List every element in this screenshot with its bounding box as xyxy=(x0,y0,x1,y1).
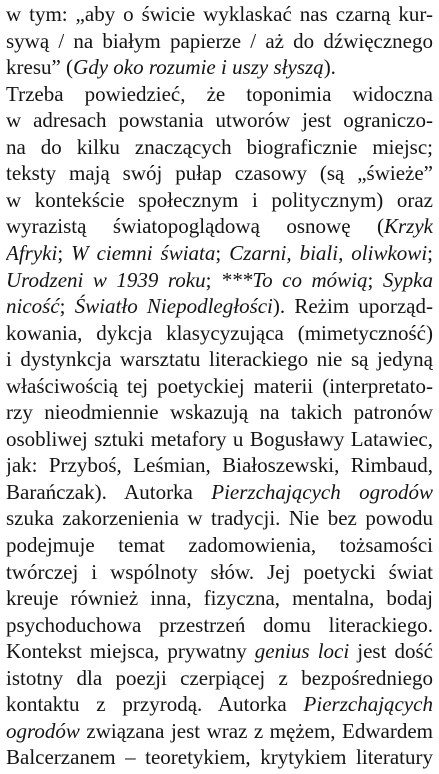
body-text: jest dość xyxy=(349,639,433,664)
text-line xyxy=(6,213,433,239)
text-line xyxy=(6,505,433,531)
italic-title-text: Światło Niepodległości xyxy=(74,294,273,319)
text-line xyxy=(6,691,433,717)
italic-title-text: Pierzchających xyxy=(303,692,433,717)
text-line xyxy=(6,81,433,107)
body-text: Balcerzanem – teoretykiem, krytykiem literatury xyxy=(6,745,433,770)
body-text: szuka zakorzenienia w tradycji. Nie bez powodu xyxy=(6,506,433,531)
italic-title-text: Czarni, biali, oliwkowi xyxy=(229,241,428,265)
text-line xyxy=(6,638,433,664)
text-line xyxy=(6,585,433,611)
text-line xyxy=(6,559,433,585)
text-line xyxy=(6,532,433,558)
body-text: psychoduchowa przestrzeń domu literackiego. xyxy=(6,612,433,637)
italic-title-text: Sypka xyxy=(382,267,433,292)
body-text: Barańczak). Autorka xyxy=(6,479,212,504)
text-line xyxy=(6,54,433,80)
body-text: w adresach powstania utworów jest ograniczo- xyxy=(6,108,433,133)
body-text: twórczej i wspólnoty słów. Jej poetycki świat xyxy=(6,559,433,584)
body-text: kreuje również inna, fizyczna, mentalna, bodaj xyxy=(6,586,433,611)
body-text: kontaktu z przyrodą. Autorka xyxy=(6,692,304,717)
text-line xyxy=(6,452,433,478)
text-line xyxy=(6,107,433,133)
text-line xyxy=(6,346,433,372)
body-text: ; xyxy=(367,267,383,292)
text-line xyxy=(6,373,433,399)
body-text: i dystynkcja warsztatu literackiego nie są jedyną xyxy=(6,347,433,372)
italic-title-text: Gdy oko rozumie i uszy słyszą xyxy=(73,55,324,80)
body-text: ). xyxy=(323,55,336,80)
text-line xyxy=(6,267,433,293)
italic-title-text: Urodzeni w 1939 roku xyxy=(6,267,206,292)
body-text: Trzeba powiedzieć, że toponimia widoczna xyxy=(6,81,433,106)
italic-title-text: ogrodów xyxy=(6,718,80,743)
text-line xyxy=(6,28,433,54)
body-text: osobliwej sztuki metafory u Bogusławy Latawiec, xyxy=(6,426,433,451)
italic-title-text: W ciemni świata xyxy=(71,241,216,265)
text-line xyxy=(6,479,433,505)
body-text: w tym: „aby o świcie wyklaskać nas czarną kur- xyxy=(6,2,433,26)
body-text: ; xyxy=(57,241,72,265)
body-text: kowania, dykcja klasycyzująca (mimetyczność) xyxy=(6,320,433,345)
italic-title-text: Afryki xyxy=(6,241,58,265)
body-text: w kontekście społecznym i politycznym) oraz xyxy=(6,187,433,212)
body-text: rzy nieodmiennie wskazują na takich patronów xyxy=(6,400,433,425)
text-line xyxy=(6,240,433,266)
text-line xyxy=(6,718,433,744)
body-text: na do kilku znaczących biograficznie miejsc; xyxy=(6,134,433,159)
body-text: ; xyxy=(215,241,230,265)
body-text: ; xyxy=(205,267,221,292)
text-line xyxy=(6,293,433,319)
italic-title-text: Krzyk xyxy=(384,214,433,239)
text-line xyxy=(6,1,433,27)
italic-title-text: Pierzchających ogrodów xyxy=(211,479,433,504)
body-text: istotny dla poezji czerpiącej z bezpośredniego xyxy=(6,665,433,690)
text-line xyxy=(6,744,433,770)
text-line xyxy=(6,426,433,452)
text-line xyxy=(6,160,433,186)
text-line xyxy=(6,320,433,346)
text-line xyxy=(6,399,433,425)
body-text: ; xyxy=(59,294,75,319)
body-text: kresu” ( xyxy=(6,55,74,80)
text-line xyxy=(6,612,433,638)
body-text: sywą / na białym papierze / aż do dźwięcznego xyxy=(6,28,433,53)
text-line xyxy=(6,134,433,160)
body-text: jak: Przyboś, Leśmian, Białoszewski, Rimbaud, xyxy=(6,453,433,478)
text-line xyxy=(6,665,433,691)
body-text: związana jest wraz z mężem, Edwardem xyxy=(79,718,433,743)
body-text: wyrazistą światopoglądową osnowę ( xyxy=(6,214,384,239)
body-text: ; xyxy=(427,241,433,265)
body-text: ). Reżim uporząd- xyxy=(272,294,433,319)
body-text: właściwością tej poetyckiej materii (interpretato- xyxy=(6,373,433,398)
italic-title-text: ***To co mówią xyxy=(220,267,368,292)
italic-title-text: genius loci xyxy=(254,639,350,664)
italic-title-text: nicość xyxy=(6,294,60,319)
text-line xyxy=(6,187,433,213)
body-text: podejmuje temat zadomowienia, tożsamości xyxy=(6,533,433,557)
body-text: teksty mają swój pułap czasowy (są „świeże” xyxy=(6,161,433,186)
body-text: Kontekst miejsca, prywatny xyxy=(6,639,255,664)
